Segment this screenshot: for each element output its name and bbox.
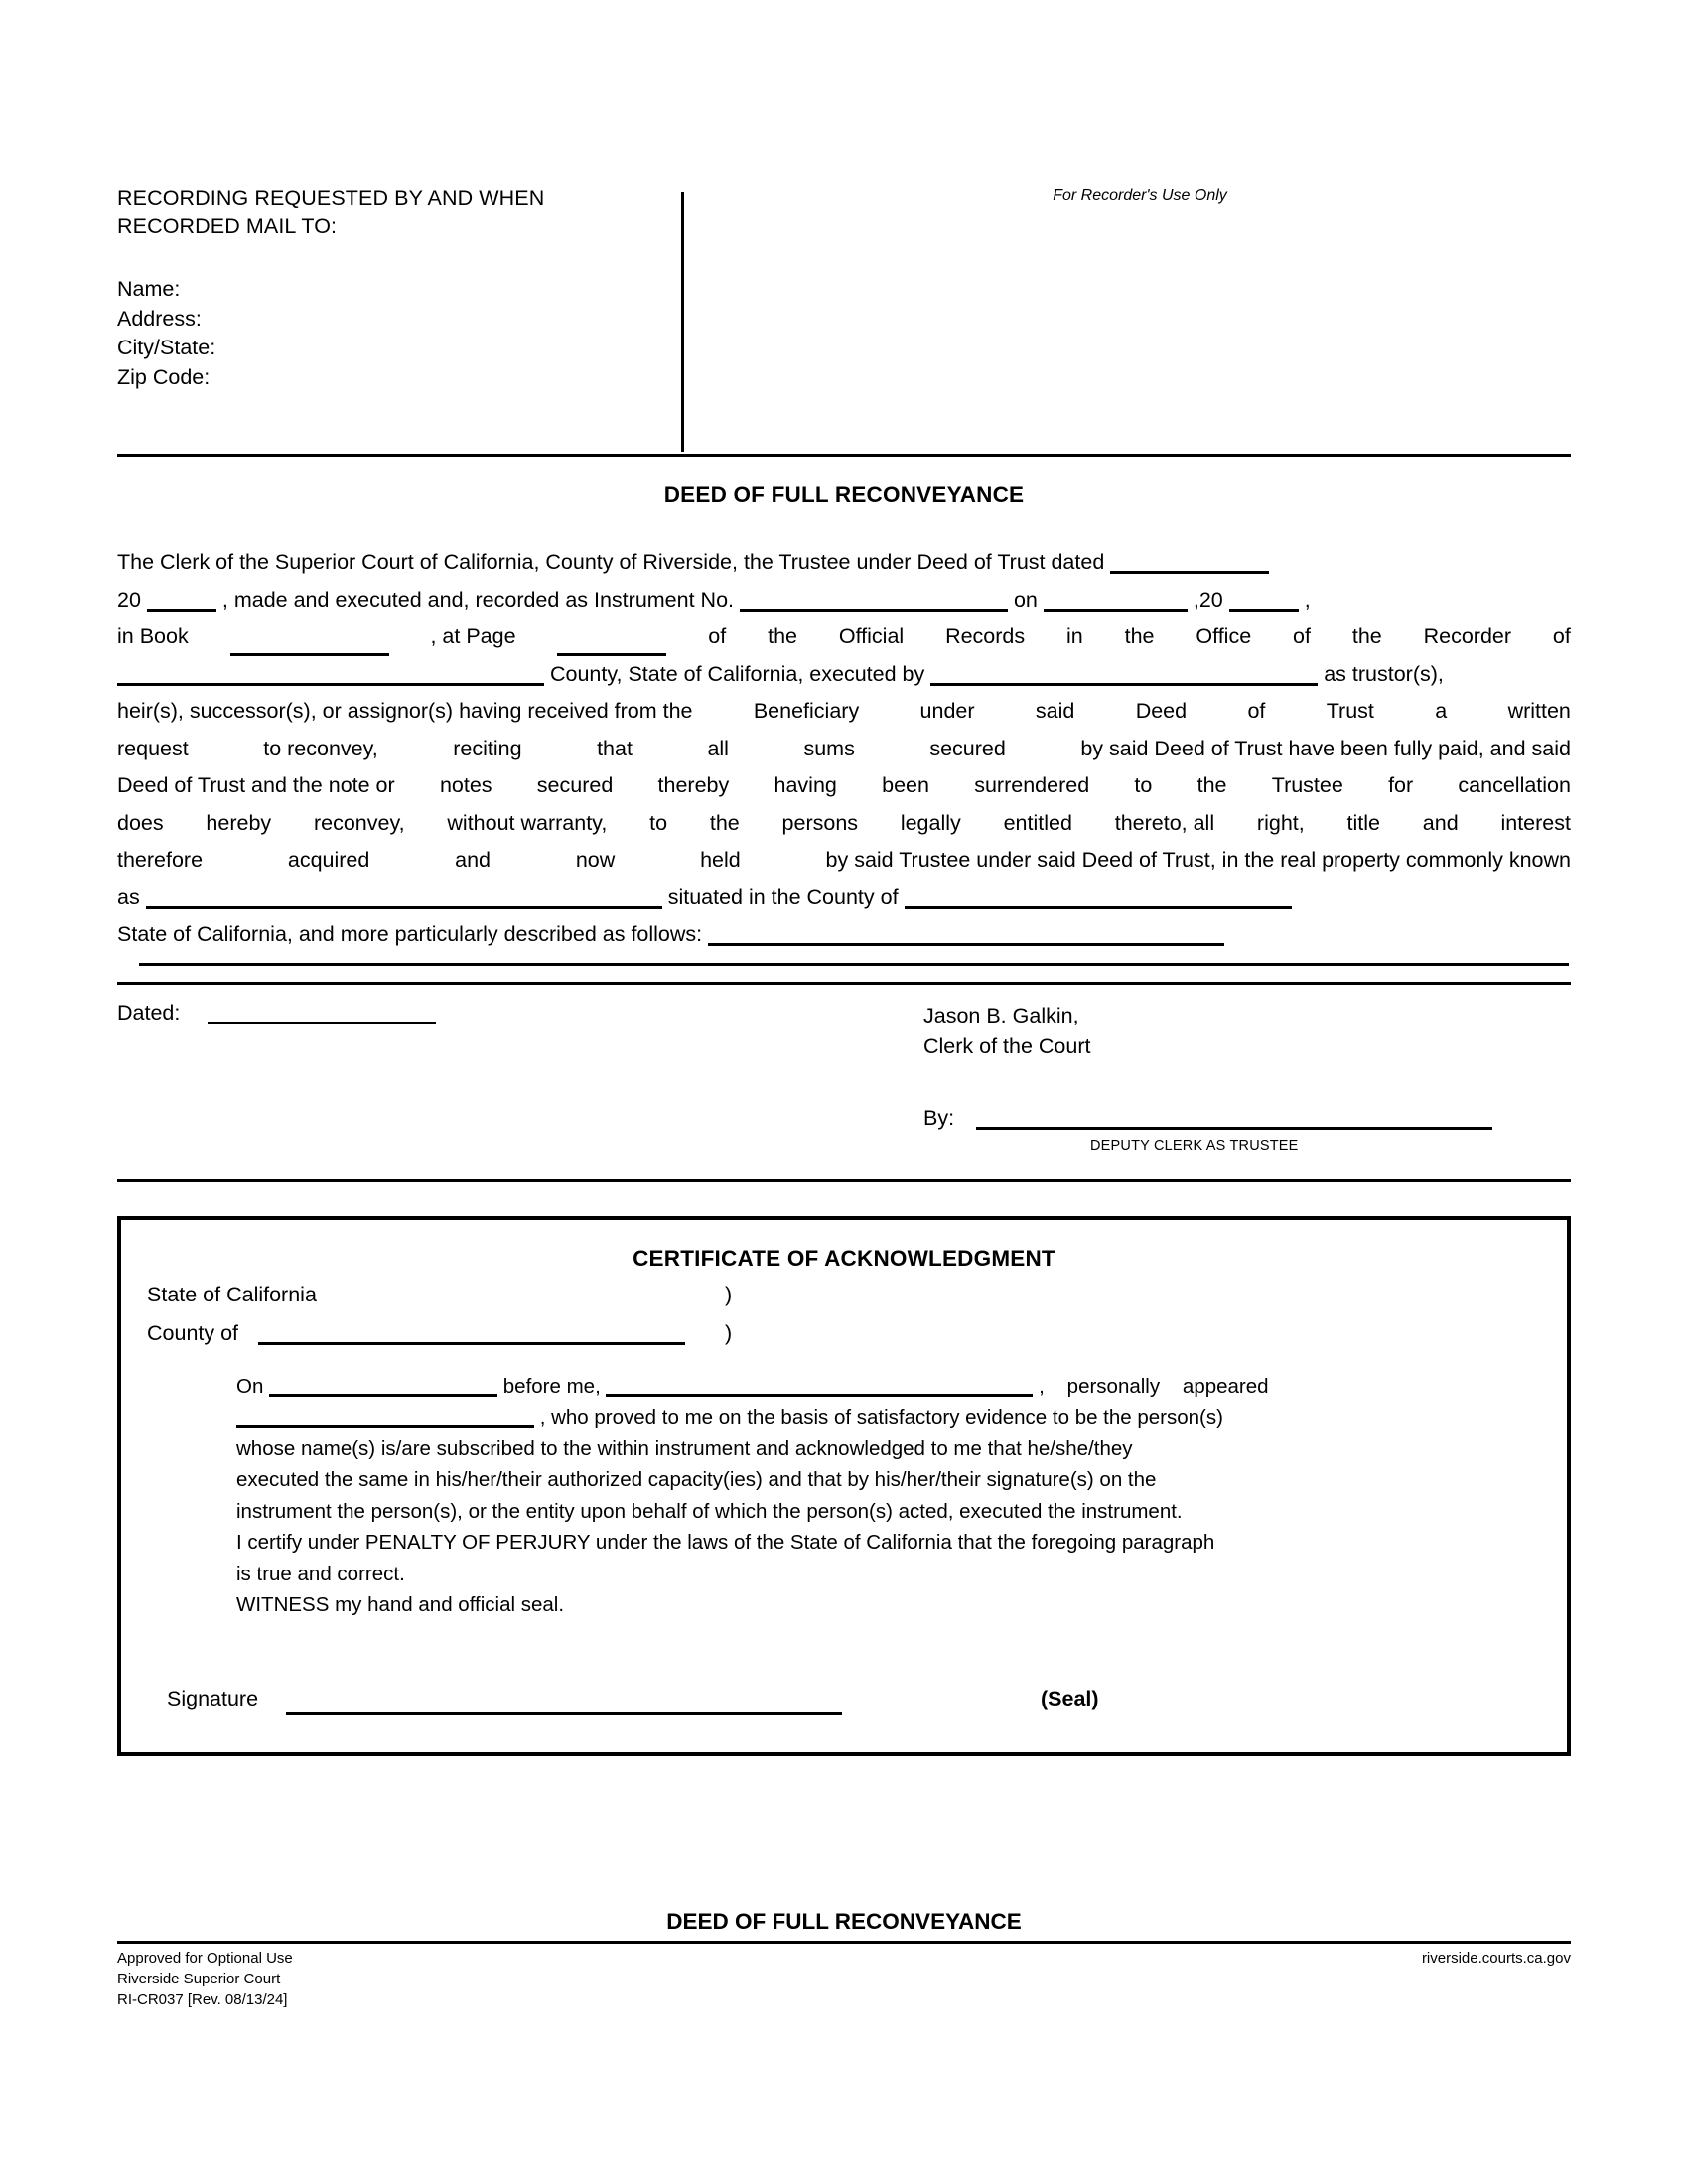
recording-request-title-line1: RECORDING REQUESTED BY AND WHEN	[117, 186, 545, 209]
body-line-5	[117, 693, 1571, 731]
l5-h: a	[1435, 699, 1448, 723]
l5-a: heir(s), successor(s), or assignor(s) having received from the	[117, 699, 693, 723]
l8-e: to	[649, 810, 668, 835]
l5-f: of	[1247, 699, 1266, 723]
l7-i: the	[1196, 773, 1227, 797]
l6-f: sums	[803, 736, 855, 760]
book-blank[interactable]	[230, 618, 389, 656]
page-blank[interactable]	[557, 618, 666, 656]
l3-the2: the	[1124, 624, 1155, 648]
body-line-6	[117, 731, 1571, 768]
l7-c: secured	[536, 773, 614, 797]
l8-j: thereto, all	[1114, 810, 1215, 835]
certificate-line-b: executed the same in his/her/their authorized capacity(ies) and that by his/her/their signature(s) on the	[236, 1468, 1157, 1491]
body-line-1	[117, 544, 1571, 582]
county-of-label: County of	[147, 1320, 239, 1345]
date-blank[interactable]	[1110, 571, 1269, 574]
l5-g: Trust	[1326, 699, 1374, 723]
recorder-use-column	[713, 184, 1567, 205]
line2-comma: ,	[1304, 587, 1311, 612]
l7-g: surrendered	[974, 773, 1090, 797]
l8-a: does	[117, 810, 164, 835]
l7-b: notes	[439, 773, 492, 797]
l7-d: thereby	[657, 773, 730, 797]
l5-e: Deed	[1135, 699, 1188, 723]
field-label-city-state: City/State:	[117, 336, 216, 359]
legal-description-blank-1[interactable]	[708, 943, 1224, 946]
l8-d: without warranty,	[447, 810, 608, 835]
body-line-2	[117, 582, 1571, 619]
l3-of2: of	[1293, 624, 1311, 648]
l3-of: of	[708, 624, 727, 648]
personally-label: personally	[1066, 1374, 1161, 1398]
certificate-line-a: whose name(s) is/are subscribed to the within instrument and acknowledged to me that he/she/they	[236, 1436, 1133, 1460]
body-line-3	[117, 618, 1571, 656]
body-line-11	[117, 916, 1571, 954]
body-line-8	[117, 805, 1571, 843]
as-label: as	[117, 885, 140, 909]
instrument-text: , made and executed and, recorded as Instrument No.	[221, 587, 734, 612]
l6-h: by said Deed of Trust have been fully paid, and said	[1080, 736, 1571, 760]
acknowledgment-date-blank[interactable]	[269, 1394, 497, 1397]
l5-i: written	[1507, 699, 1571, 723]
deputy-clerk-caption: DEPUTY CLERK AS TRUSTEE	[1090, 1137, 1299, 1154]
recording-request-title-line2: RECORDED MAIL TO:	[117, 214, 338, 238]
year2-blank[interactable]	[1229, 609, 1299, 612]
year-prefix: 20	[117, 587, 141, 612]
on-label: on	[1013, 587, 1038, 612]
appearer-name-blank[interactable]	[236, 1425, 534, 1428]
footer-rule	[117, 1941, 1571, 1944]
dated-blank[interactable]	[208, 1022, 436, 1024]
state-of-california-label: State of California	[147, 1282, 317, 1306]
l8-g: persons	[781, 810, 859, 835]
l8-k: right,	[1256, 810, 1305, 835]
body-line-9	[117, 842, 1571, 880]
l7-a: Deed of Trust and the note or	[117, 773, 395, 797]
l3-the3: the	[1351, 624, 1382, 648]
proved-text: , who proved to me on the basis of satisfactory evidence to be the person(s)	[539, 1406, 1223, 1429]
l5-d: said	[1035, 699, 1075, 723]
l6-e: all	[707, 736, 729, 760]
footer-meta-line2: Riverside Superior Court	[117, 1970, 281, 1987]
page-title: DEED OF FULL RECONVEYANCE	[663, 482, 1025, 507]
dated-label: Dated:	[117, 1000, 181, 1024]
dated-row	[117, 1001, 436, 1025]
line-comma: ,	[1039, 1374, 1045, 1398]
footer-title: DEED OF FULL RECONVEYANCE	[666, 1908, 1022, 1934]
l8-c: reconvey,	[313, 810, 405, 835]
footer-url: riverside.courts.ca.gov	[1421, 1949, 1571, 1967]
certificate-line-proved	[236, 1402, 1541, 1433]
state-paren: )	[725, 1282, 733, 1306]
clerk-name: Jason B. Galkin,	[923, 1003, 1079, 1027]
recording-request-column	[117, 184, 673, 392]
certificate-county-blank[interactable]	[258, 1342, 685, 1345]
l6-c: reciting	[453, 736, 522, 760]
form-sheet	[117, 184, 1571, 2010]
notary-name-blank[interactable]	[606, 1394, 1033, 1397]
in-book-label: in Book	[117, 624, 189, 648]
seal-label: (Seal)	[1041, 1686, 1099, 1710]
body-line-1-text: The Clerk of the Superior Court of California, County of Riverside, the Trustee under Deed of Trust dated	[117, 550, 1105, 574]
l9-e: held	[700, 848, 741, 872]
situated-county-blank[interactable]	[905, 906, 1292, 909]
l8-m: and	[1422, 810, 1459, 835]
body-line-10	[117, 880, 1571, 917]
certificate-line-f: WITNESS my hand and official seal.	[236, 1593, 565, 1616]
certificate-line-on	[236, 1371, 1541, 1403]
field-label-zip-code: Zip Code:	[117, 364, 211, 389]
recording-header-block	[117, 184, 1571, 457]
at-page-label: , at Page	[430, 624, 516, 648]
l3-of3: of	[1552, 624, 1571, 648]
l7-e: having	[774, 773, 837, 797]
field-label-address: Address:	[117, 306, 202, 331]
clerk-title: Clerk of the Court	[923, 1033, 1091, 1058]
l3-official: Official	[838, 624, 905, 648]
by-row	[923, 1106, 1492, 1131]
described-label: State of California, and more particularly described as follows:	[117, 922, 703, 946]
clerk-identity	[923, 1001, 1090, 1062]
l6-a: request	[117, 736, 189, 760]
county-blank[interactable]	[117, 683, 544, 686]
mail-to-fields	[117, 275, 673, 392]
l9-f: by said Trustee under said Deed of Trust, in the real property commonly known	[825, 848, 1571, 872]
l8-f: the	[709, 810, 740, 835]
l7-k: for	[1388, 773, 1414, 797]
year2-prefix: ,20	[1193, 587, 1223, 612]
signature-label: Signature	[167, 1686, 259, 1710]
body-bottom-rule	[117, 982, 1571, 985]
l9-b: acquired	[287, 848, 370, 872]
certificate-state-row	[147, 1280, 1541, 1310]
instrument-no-blank[interactable]	[740, 609, 1008, 612]
recording-request-title	[117, 184, 673, 241]
by-label: By:	[923, 1105, 955, 1130]
l3-recorder: Recorder	[1423, 624, 1512, 648]
appeared-label: appeared	[1182, 1374, 1269, 1398]
property-address-blank[interactable]	[146, 906, 662, 909]
situated-label: situated in the County of	[667, 885, 899, 909]
as-trustor-label: as trustor(s),	[1324, 661, 1444, 686]
l6-b: to reconvey,	[263, 736, 378, 760]
signature-area	[117, 987, 1571, 1163]
certificate-county-row	[147, 1318, 1541, 1349]
footer-form-number: RI-CR037 [Rev. 08/13/24]	[117, 1990, 288, 2008]
deputy-signature-blank[interactable]	[976, 1127, 1492, 1130]
county-state-label: County, State of California, executed by	[549, 661, 925, 686]
l5-c: under	[919, 699, 975, 723]
signature-bottom-rule	[117, 1179, 1571, 1182]
certificate-signature-row	[147, 1687, 1541, 1726]
body-line-7	[117, 767, 1571, 805]
before-me-label: before me,	[502, 1374, 601, 1398]
l7-h: to	[1134, 773, 1153, 797]
header-vertical-divider	[681, 192, 684, 452]
certificate-line-c: instrument the person(s), or the entity upon behalf of which the person(s) acted, executed the instrument.	[236, 1499, 1183, 1523]
certificate-line-e: is true and correct.	[236, 1562, 405, 1585]
l9-d: now	[575, 848, 616, 872]
l3-in: in	[1066, 624, 1083, 648]
l3-the1: the	[768, 624, 797, 648]
deed-body-paragraph	[117, 544, 1571, 966]
notary-signature-blank[interactable]	[286, 1712, 842, 1715]
l8-h: legally	[900, 810, 961, 835]
year-blank[interactable]	[147, 609, 216, 612]
footer-metadata	[117, 1948, 1571, 2010]
certificate-line-d: I certify under PENALTY OF PERJURY under the laws of the State of California that the foregoing paragraph	[236, 1531, 1215, 1554]
footer-meta-line1: Approved for Optional Use	[117, 1949, 293, 1967]
on-date-blank[interactable]	[1044, 609, 1188, 612]
certificate-body	[236, 1371, 1541, 1621]
field-label-name: Name:	[117, 277, 181, 301]
l8-b: hereby	[206, 810, 272, 835]
l9-c: and	[455, 848, 492, 872]
certificate-of-acknowledgment-box	[117, 1216, 1571, 1756]
l8-i: entitled	[1003, 810, 1072, 835]
l8-l: title	[1346, 810, 1380, 835]
l6-g: secured	[929, 736, 1006, 760]
recorder-use-only-label: For Recorder's Use Only	[1053, 187, 1227, 204]
on-label: On	[236, 1374, 264, 1398]
l6-d: that	[597, 736, 633, 760]
l3-records: Records	[945, 624, 1026, 648]
l9-a: therefore	[117, 848, 204, 872]
body-line-4	[117, 656, 1571, 694]
l8-n: interest	[1500, 810, 1571, 835]
l7-f: been	[882, 773, 929, 797]
l3-office: Office	[1196, 624, 1252, 648]
l5-b: Beneficiary	[753, 699, 860, 723]
l7-j: Trustee	[1271, 773, 1343, 797]
county-paren: )	[725, 1320, 733, 1345]
trustor-blank[interactable]	[930, 683, 1318, 686]
certificate-title: CERTIFICATE OF ACKNOWLEDGMENT	[633, 1245, 1055, 1271]
l7-l: cancellation	[1458, 773, 1571, 797]
legal-description-blank-2[interactable]	[139, 962, 1569, 966]
